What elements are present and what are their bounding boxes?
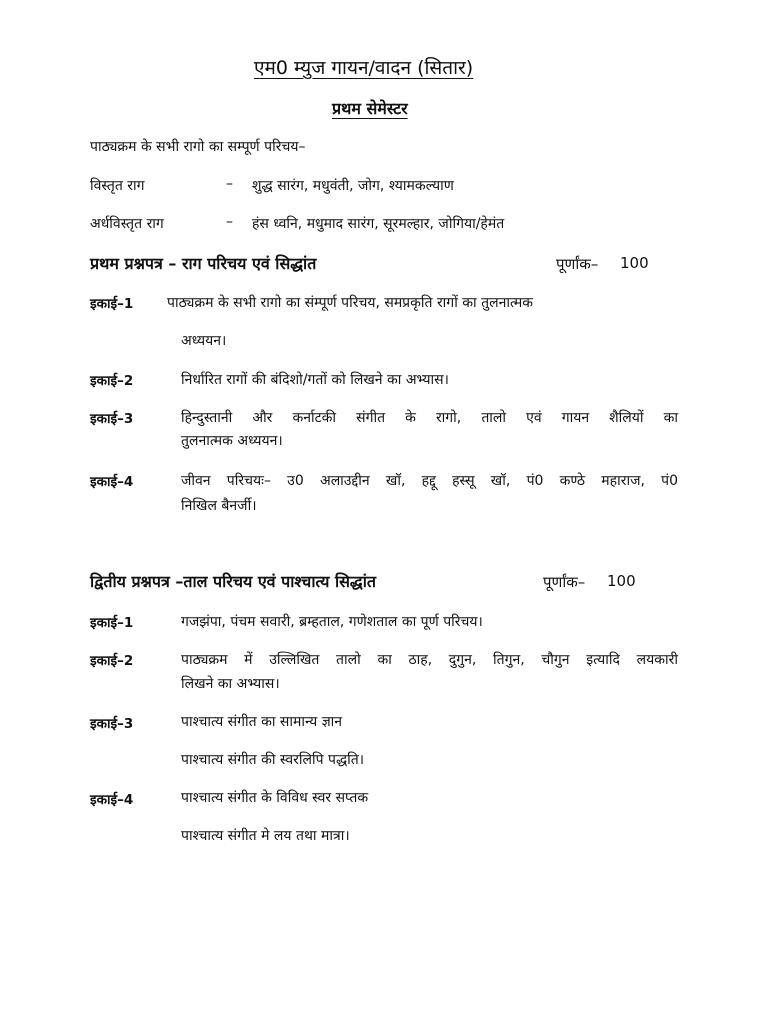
- unit-text: हिन्दुस्तानी और कर्नाटकी संगीत के रागो, तालो एवं गायन शैलियों का: [181, 410, 678, 426]
- unit-text-continued: निखिल बैनर्जी।: [181, 498, 257, 514]
- intro-text: पाठ्यक्रम के सभी रागो का सम्पूर्ण परिचय–: [90, 139, 306, 155]
- unit-text: गजझंपा, पंचम सवारी, ब्रम्हताल, गणेशताल का पूर्ण परिचय।: [181, 614, 483, 630]
- document-title: एम0 म्युज गायन/वादन (सितार): [254, 57, 474, 79]
- raga-row-label: विस्तृत राग: [90, 178, 145, 194]
- paper2-marks-label: पूर्णांक–: [543, 573, 586, 591]
- unit-label: इकाई–4: [90, 474, 134, 490]
- paper1-heading: प्रथम प्रश्नपत्र – राग परिचय एवं सिद्धांत: [90, 254, 317, 273]
- unit-text-continued: पाश्चात्य संगीत की स्वरलिपि पद्धति।: [181, 752, 365, 768]
- unit-label: इकाई–1: [90, 615, 134, 631]
- unit-text: पाठ्यक्रम के सभी रागो का संम्पूर्ण परिचय, समप्रकृति रागों का तुलनात्मक: [167, 295, 534, 311]
- unit-text-continued: तुलनात्मक अध्ययन।: [181, 433, 283, 449]
- unit-label: इकाई–4: [90, 792, 134, 808]
- unit-text-continued: पाश्चात्य संगीत मे लय तथा मात्रा।: [181, 828, 350, 844]
- raga-row-value: हंस ध्वनि, मधुमाद सारंग, सूरमल्हार, जोगिया/हेमंत: [252, 216, 505, 232]
- unit-label: इकाई–3: [90, 411, 134, 427]
- paper1-marks-label: पूर्णांक–: [556, 255, 599, 273]
- paper2-marks-value: 100: [607, 572, 636, 590]
- unit-text: पाठ्यक्रम में उल्लिखित तालो का ठाह, दुगुन, तिगुन, चौगुन इत्यादि लयकारी: [181, 652, 678, 668]
- paper1-marks-value: 100: [620, 254, 649, 272]
- unit-text: जीवन परिचयः– उ0 अलाउद्दीन खॉ, हद्दू हस्सू खॉ, पं0 कण्ठे महाराज, पं0: [181, 473, 678, 489]
- raga-row-label: अर्धविस्तृत राग: [90, 216, 164, 232]
- unit-label: इकाई–1: [90, 296, 134, 312]
- unit-text-continued: लिखने का अभ्यास।: [181, 676, 280, 692]
- unit-text: निर्धारित रागों की बंदिशो/गतों को लिखने का अभ्यास।: [181, 372, 449, 388]
- raga-row-dash: –: [226, 176, 233, 192]
- raga-row-dash: –: [226, 214, 233, 230]
- unit-text-continued: अध्ययन।: [181, 333, 227, 349]
- unit-text: पाश्चात्य संगीत के विविध स्वर सप्तक: [181, 790, 369, 806]
- raga-row-value: शुद्ध सारंग, मधुवंती, जोग, श्यामकल्याण: [252, 178, 454, 194]
- unit-text: पाश्चात्य संगीत का सामान्य ज्ञान: [181, 714, 343, 730]
- unit-label: इकाई–2: [90, 373, 134, 389]
- semester-heading: प्रथम सेमेस्टर: [332, 99, 408, 118]
- unit-label: इकाई–2: [90, 653, 134, 669]
- unit-label: इकाई–3: [90, 716, 134, 732]
- paper2-heading: द्वितीय प्रश्नपत्र –ताल परिचय एवं पाश्चात्य सिद्धांत: [90, 572, 376, 591]
